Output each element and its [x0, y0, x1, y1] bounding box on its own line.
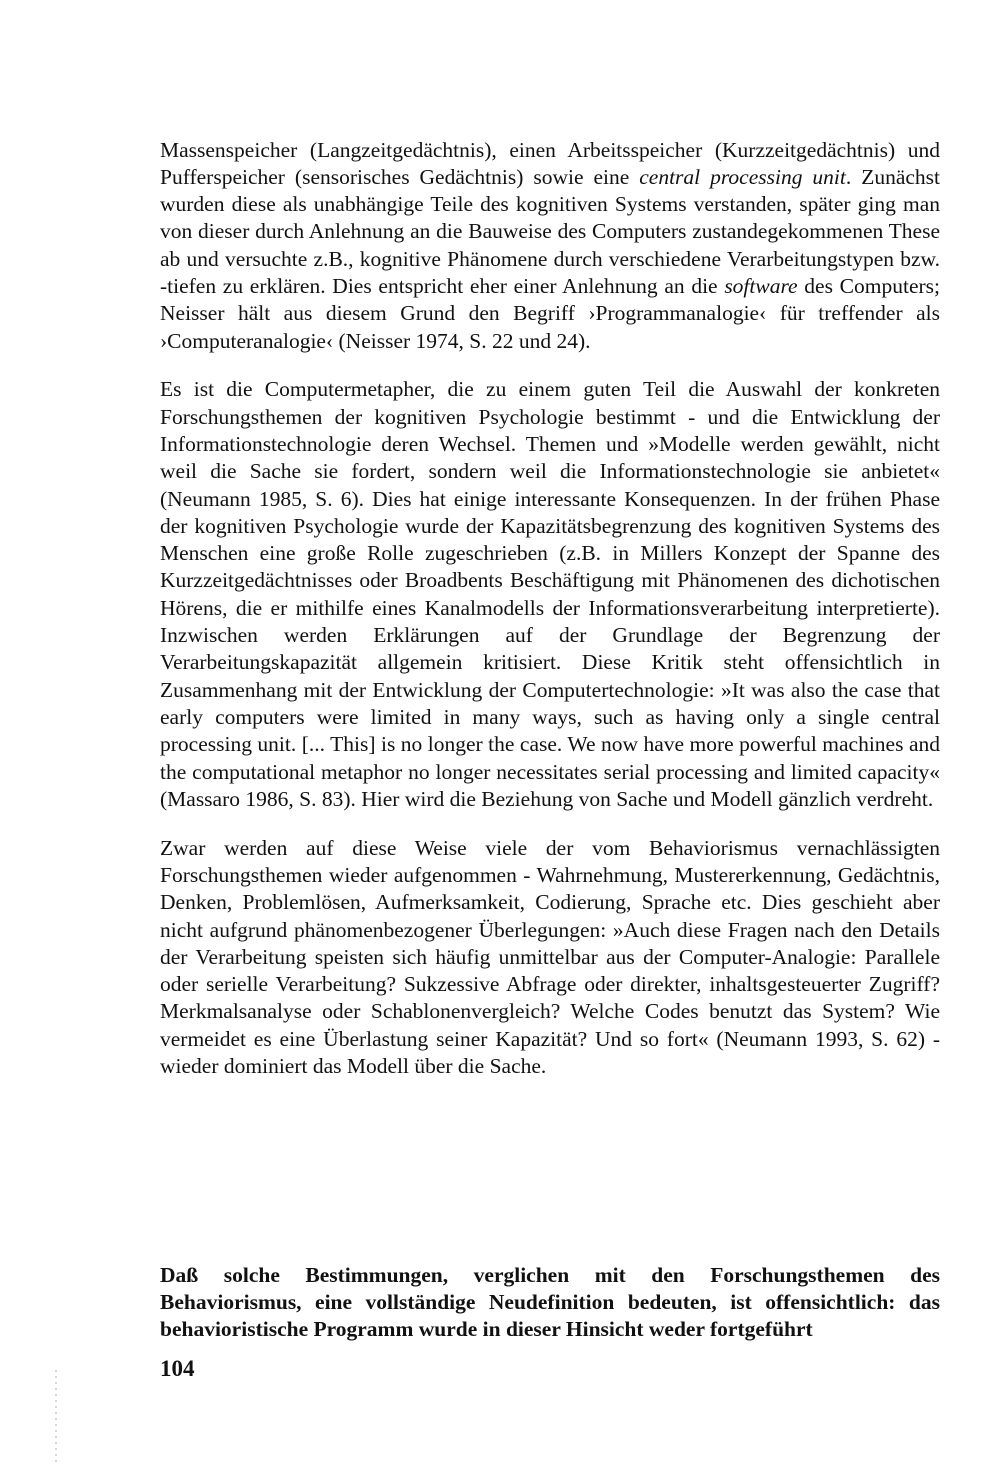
paragraph-2: Es ist die Computermetapher, die zu einem guten Teil die Auswahl der konkreten Forschungsthemen der kognitiven Psychologie bestimmt - und die Entwicklung der Informationstechnologie deren Wechsel. Themen und »Modelle werden gewählt, nicht weil die Sache sie fordert, sondern weil die Informationstechnologie sie anbietet« (Neumann 1985, S. 6). Dies hat einige interessante Konsequenzen. In der frühen Phase der kognitiven Psychologie wurde der Kapazitätsbegrenzung des kognitiven Systems des Menschen eine große Rolle zugeschrieben (z.B. in Millers Konzept der Spanne des Kurzzeitgedächtnisses oder Broadbents Beschäftigung mit Phänomenen des dichotischen Hörens, die er mithilfe eines Kanalmodells der Informationsverarbeitung interpretierte). Inzwischen werden Erklärungen auf der Grundlage der Begrenzung der Verarbeitungskapazität allgemein kritisiert. Diese Kritik steht offensichtlich in Zusammenhang mit der Entwicklung der Computertechnologie: »It was also the case that early computers were limited in many ways, such as having only a single central processing unit. [... This] is no longer the case. We now have more powerful machines and the computational metaphor no longer necessitates serial processing and limited capacity« (Massaro 1986, S. 83). Hier wird die Beziehung von Sache und Modell gänzlich verdreht.: [160, 377, 940, 811]
paragraph-3: Zwar werden auf diese Weise viele der vom Behaviorismus vernachlässigten Forschungsthemen wieder aufgenommen - Wahrnehmung, Mustererkennung, Gedächtnis, Denken, Problemlösen, Aufmerksamkeit, Codierung, Sprache etc. Dies geschieht aber nicht aufgrund phänomenbezogener Überlegungen: »Auch diese Fragen nach den Details der Verarbeitung speisten sich häufig unmittelbar aus der Computer-Analogie: Parallele oder serielle Verarbeitung? Sukzessive Abfrage oder direkter, inhaltsgesteuerter Zugriff? Merkmalsanalyse oder Schablonenvergleich? Welche Codes benutzt das System? Wie vermeidet es eine Überlastung seiner Kapazität? Und so fort« (Neumann 1993, S. 62) - wieder dominiert das Modell über die Sache.: [160, 835, 940, 1078]
paragraph-1: [160, 137, 940, 355]
italic-term-central-processing-unit: central processing unit: [639, 164, 846, 189]
paragraph-4-block: [160, 1240, 940, 1365]
italic-term-software: software: [724, 273, 798, 298]
main-text: [160, 115, 940, 1102]
paragraph-4: Daß solche Bestimmungen, verglichen mit den Forschungsthemen des Behaviorismus, eine vollständige Neudefinition bedeuten, ist offensichtlich: das behavioristische Programm wurde in dieser Hinsicht weder fortgeführt: [160, 1262, 940, 1342]
paragraph-1-text-e: des Computers; Neisser hält aus diesem Grund den Begriff ›Programmanalogie‹ für treffender als ›Computeranalogie‹ (Neisser 1974, S. 22 und 24).: [160, 273, 940, 353]
paragraph-1-text-c: . Zunächst wurden diese als unabhängige Teile des kognitiven Systems verstanden, später ging man von dieser durch Anlehnung an die Bauweise des Computers zustandegekommenen These ab und versuchte z.B., kognitive Phänomene durch verschiedene Verarbeitungstypen bzw. -tiefen zu erklären. Dies entspricht eher einer Anlehnung an die: [160, 164, 940, 298]
scan-margin-mark: [55, 1370, 57, 1465]
page-number: 104: [160, 1356, 195, 1381]
paragraph-1-text-a: Massenspeicher (Langzeitgedächtnis), einen Arbeitsspeicher (Kurzzeitgedächtnis) und Pufferspeicher (sensorisches Gedächtnis) sowie eine: [160, 137, 940, 189]
